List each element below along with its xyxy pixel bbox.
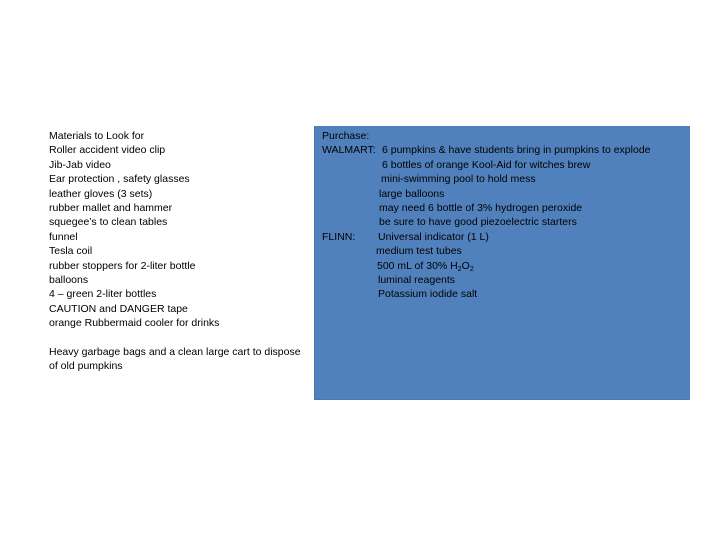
materials-list bbox=[49, 129, 311, 374]
purchase-heading: Purchase: bbox=[322, 130, 370, 142]
list-item: Ear protection , safety glasses bbox=[49, 173, 190, 186]
spacer bbox=[49, 331, 311, 345]
list-item: leather gloves (3 sets) bbox=[49, 187, 153, 200]
list-item: orange Rubbermaid cooler for drinks bbox=[49, 317, 220, 330]
h2o2-item bbox=[377, 259, 474, 273]
list-item: be sure to have good piezoelectric starters bbox=[379, 216, 577, 229]
materials-heading: Materials to Look for bbox=[49, 130, 145, 142]
list-item: CAUTION and DANGER tape bbox=[49, 302, 188, 315]
list-item: balloons bbox=[49, 274, 89, 287]
list-item: medium test tubes bbox=[376, 245, 462, 258]
flinn-label: FLINN: bbox=[322, 230, 356, 243]
list-item: Tesla coil bbox=[49, 245, 93, 258]
list-item: rubber stoppers for 2-liter bottle bbox=[49, 259, 196, 272]
walmart-label: WALMART: bbox=[322, 144, 376, 157]
list-item: Roller accident video clip bbox=[49, 144, 166, 157]
list-item: large balloons bbox=[379, 187, 445, 200]
list-item: squegee’s to clean tables bbox=[49, 216, 168, 229]
list-item: 6 pumpkins & have students bring in pumpkins to explode bbox=[382, 144, 651, 157]
list-item: may need 6 bottle of 3% hydrogen peroxide bbox=[379, 201, 583, 214]
list-item: Potassium iodide salt bbox=[378, 288, 478, 301]
list-item: Universal indicator (1 L) bbox=[378, 230, 489, 243]
list-item: rubber mallet and hammer bbox=[49, 202, 173, 215]
h2o2-text: 500 mL of 30% H bbox=[377, 259, 458, 272]
garbage-note: Heavy garbage bags and a clean large cart to dispose of old pumpkins bbox=[49, 346, 301, 373]
h2o2-text: O bbox=[461, 259, 470, 272]
h2o2-subscript: 2 bbox=[457, 265, 462, 273]
list-item: 4 – green 2-liter bottles bbox=[49, 288, 157, 301]
h2o2-subscript: 2 bbox=[469, 265, 474, 273]
list-item: Jib-Jab video bbox=[49, 158, 111, 171]
list-item: funnel bbox=[49, 230, 78, 243]
purchase-list bbox=[322, 129, 682, 302]
list-item: mini-swimming pool to hold mess bbox=[381, 173, 536, 186]
list-item: luminal reagents bbox=[378, 273, 456, 286]
list-item: 6 bottles of orange Kool-Aid for witches brew bbox=[382, 158, 591, 171]
